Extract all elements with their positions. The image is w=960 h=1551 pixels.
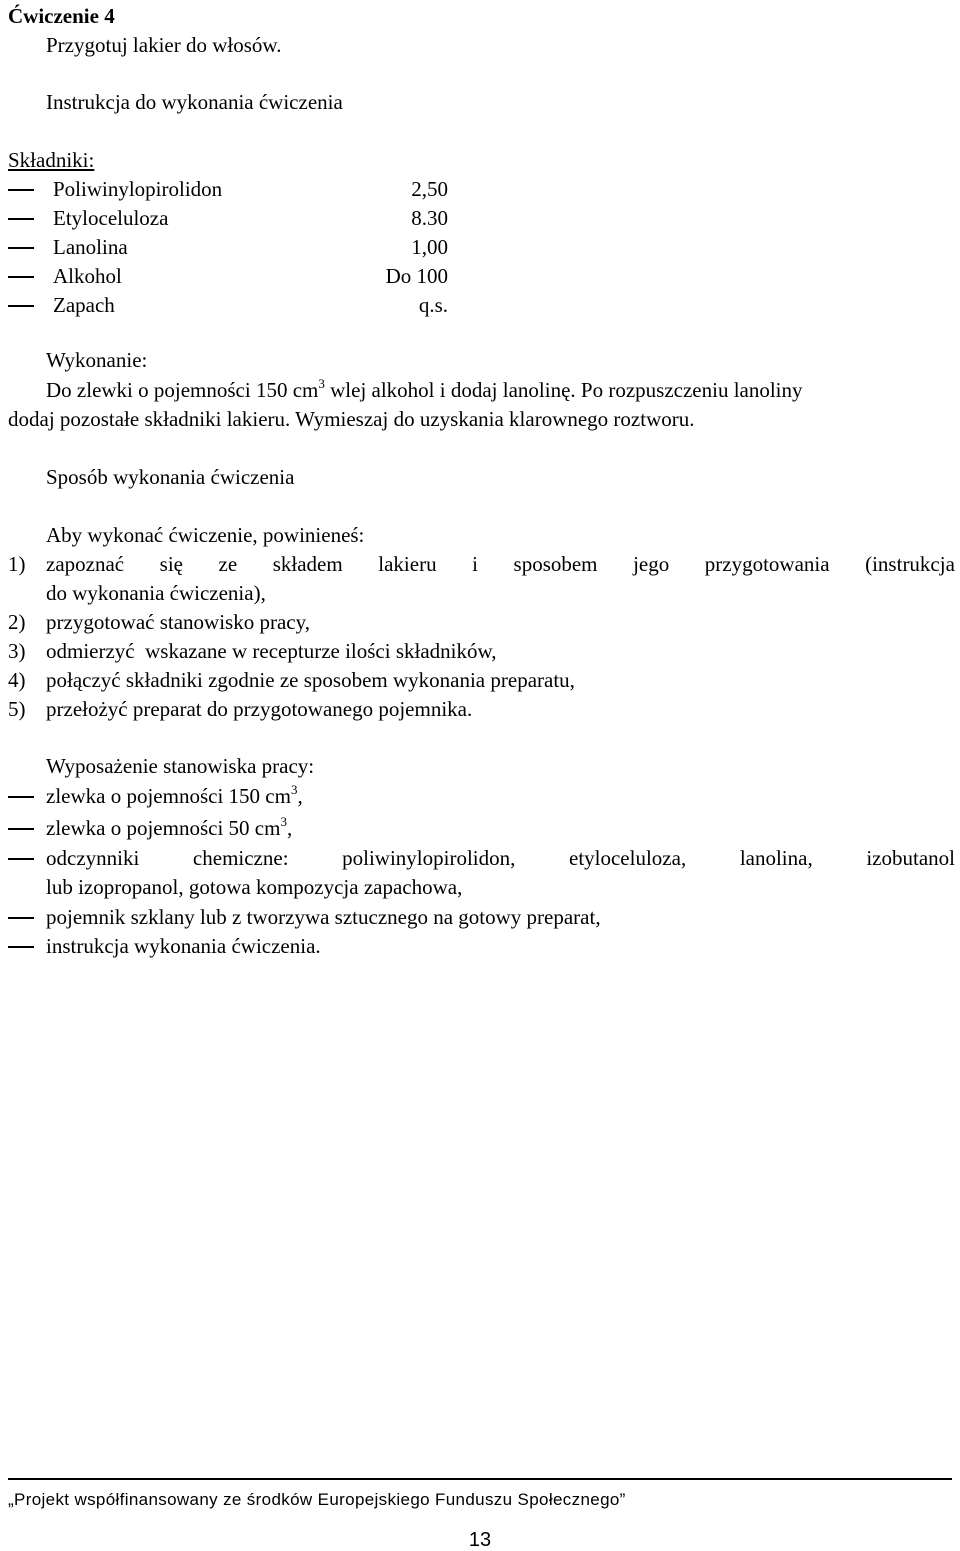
step-text: odmierzyć wskazane w recepturze ilości składników, <box>46 639 497 663</box>
superscript: 3 <box>318 376 325 391</box>
step-word: przygotowania <box>704 552 830 576</box>
dash-bullet <box>8 917 34 919</box>
ingredient-name: Poliwinylopirolidon <box>53 177 223 201</box>
dash-bullet <box>8 247 34 249</box>
step-text: przełożyć preparat do przygotowanego pojemnika. <box>46 697 473 721</box>
superscript: 3 <box>290 782 298 797</box>
step-word: lakieru <box>378 552 437 576</box>
equipment-word: izobutanol <box>866 846 955 870</box>
equipment-word: chemiczne: <box>192 846 289 870</box>
dash-bullet <box>8 858 34 860</box>
method-intro: Aby wykonać ćwiczenie, powinieneś: <box>46 523 365 547</box>
step-word: zapoznać <box>46 552 125 576</box>
equipment-word: etyloceluloza, <box>569 846 687 870</box>
ingredient-name: Etyloceluloza <box>53 206 169 230</box>
equipment-item-3-line-1 <box>46 848 955 869</box>
method-heading: Sposób wykonania ćwiczenia <box>46 465 295 489</box>
step-word: jego <box>633 552 670 576</box>
footer-project-text: „Projekt współfinansowany ze środków Europejskiego Funduszu Społecznego” <box>8 1490 626 1509</box>
step-number: 1) <box>8 552 26 576</box>
ingredient-amount: 8.30 <box>411 206 448 230</box>
exercise-subtitle: Przygotuj lakier do włosów. <box>46 33 282 57</box>
equipment-word: lanolina, <box>739 846 813 870</box>
footer-rule <box>8 1478 952 1480</box>
equipment-item <box>46 782 303 808</box>
step-number: 4) <box>8 668 26 692</box>
equipment-item-text: , <box>297 784 303 808</box>
equipment-word: odczynniki <box>46 846 140 870</box>
ingredient-name: Alkohol <box>53 264 122 288</box>
dash-bullet <box>8 305 34 307</box>
ingredient-amount: 1,00 <box>411 235 448 259</box>
step-number: 3) <box>8 639 26 663</box>
equipment-item-text: , <box>286 816 293 840</box>
step-1-line-2: do wykonania ćwiczenia), <box>46 581 266 605</box>
step-number: 2) <box>8 610 26 634</box>
step-word: się <box>159 552 183 576</box>
equipment-item: pojemnik szklany lub z tworzywa sztucznego na gotowy preparat, <box>46 905 601 929</box>
equipment-heading: Wyposażenie stanowiska pracy: <box>46 754 315 778</box>
step-word: ze <box>218 552 238 576</box>
step-word: sposobem <box>513 552 598 576</box>
equipment-word: poliwinylopirolidon, <box>342 846 516 870</box>
ingredient-amount: 2,50 <box>411 177 448 201</box>
equipment-item-3-line-2: lub izopropanol, gotowa kompozycja zapachowa, <box>46 875 463 899</box>
execution-line-2: dodaj pozostałe składniki lakieru. Wymieszaj do uzyskania klarownego roztworu. <box>8 407 695 431</box>
execution-text: wlej alkohol i dodaj lanolinę. Po rozpuszczeniu lanoliny <box>324 378 803 402</box>
step-number: 5) <box>8 697 26 721</box>
ingredient-amount: Do 100 <box>385 264 448 288</box>
instructions-heading: Instrukcja do wykonania ćwiczenia <box>46 90 343 114</box>
dash-bullet <box>8 276 34 278</box>
equipment-item <box>46 814 293 840</box>
step-word: składem <box>272 552 343 576</box>
superscript: 3 <box>280 814 287 829</box>
equipment-item: instrukcja wykonania ćwiczenia. <box>46 934 321 958</box>
page-number: 13 <box>468 1529 492 1551</box>
dash-bullet <box>8 828 34 830</box>
dash-bullet <box>8 189 34 191</box>
ingredients-heading: Składniki: <box>8 148 95 172</box>
equipment-item-text: zlewka o pojemności 150 cm <box>46 784 291 808</box>
step-word: i <box>472 552 478 576</box>
exercise-title: Ćwiczenie 4 <box>8 4 115 28</box>
ingredient-amount: q.s. <box>418 293 448 317</box>
ingredient-name: Zapach <box>53 293 115 317</box>
ingredient-name: Lanolina <box>53 235 128 259</box>
execution-line-1 <box>46 376 803 402</box>
dash-bullet <box>8 946 34 948</box>
step-text: połączyć składniki zgodnie ze sposobem wykonania preparatu, <box>46 668 575 692</box>
dash-bullet <box>8 796 34 798</box>
step-text: przygotować stanowisko pracy, <box>46 610 310 634</box>
dash-bullet <box>8 218 34 220</box>
step-1-line-1 <box>46 554 955 575</box>
execution-text: Do zlewki o pojemności 150 cm <box>46 378 319 402</box>
execution-heading: Wykonanie: <box>46 348 148 372</box>
step-word: (instrukcja <box>865 552 955 576</box>
equipment-item-text: zlewka o pojemności 50 cm <box>46 816 281 840</box>
